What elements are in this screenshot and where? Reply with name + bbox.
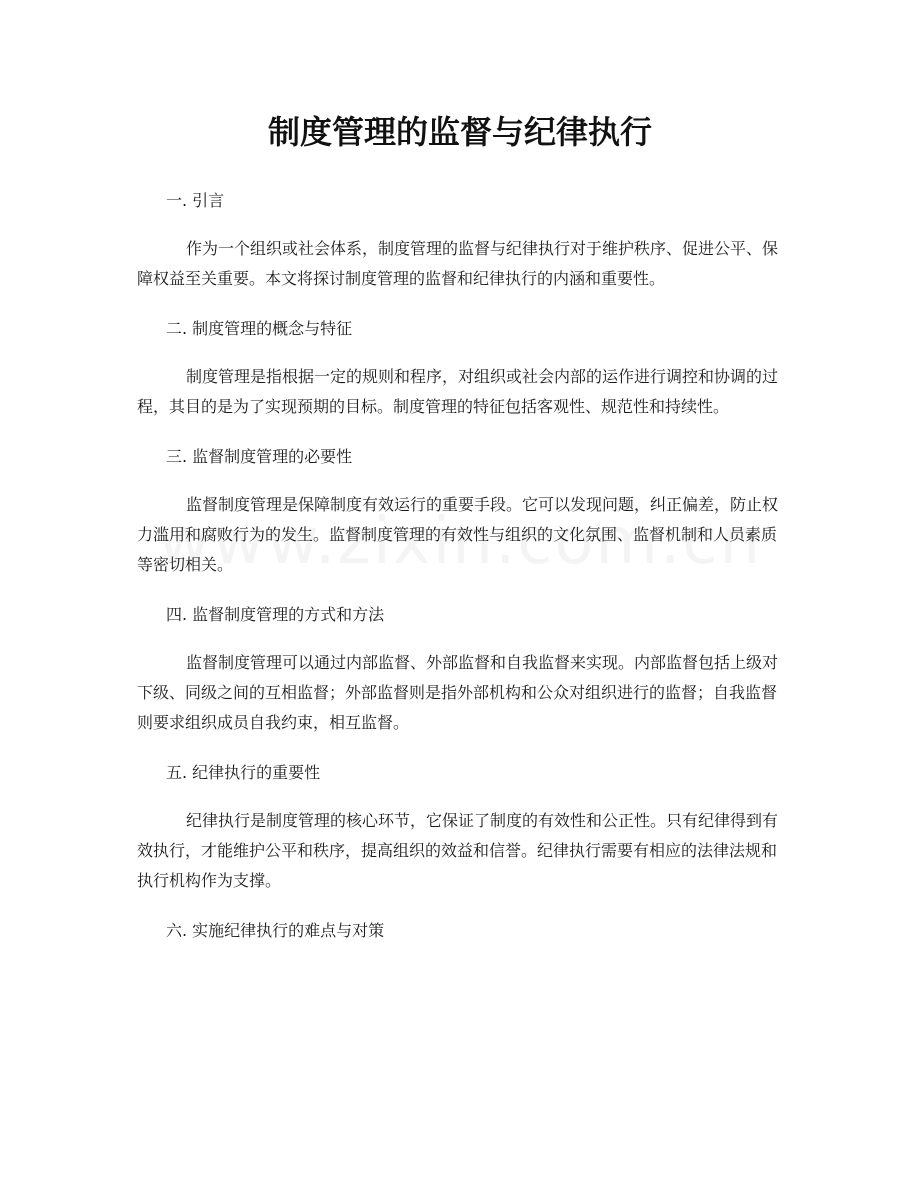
section-paragraph: 制度管理是指根据一定的规则和程序，对组织或社会内部的运作进行调控和协调的过程，其目的是为了实现预期的目标。制度管理的特征包括客观性、规范性和持续性。 bbox=[137, 367, 779, 416]
document-body bbox=[137, 184, 787, 948]
section-heading: 四. 监督制度管理的方式和方法 bbox=[166, 605, 385, 624]
section-heading: 三. 监督制度管理的必要性 bbox=[166, 447, 353, 466]
section-paragraph: 纪律执行是制度管理的核心环节，它保证了制度的有效性和公正性。只有纪律得到有效执行，才能维护公平和秩序，提高组织的效益和信誉。纪律执行需要有相应的法律法规和执行机构作为支撑。 bbox=[137, 811, 779, 890]
section-difficulties bbox=[137, 914, 787, 948]
section-paragraph: 监督制度管理是保障制度有效运行的重要手段。它可以发现问题，纠正偏差，防止权力滥用和腐败行为的发生。监督制度管理的有效性与组织的文化氛围、监督机制和人员素质等密切相关。 bbox=[137, 495, 779, 574]
section-paragraph: 作为一个组织或社会体系，制度管理的监督与纪律执行对于维护秩序、促进公平、保障权益至关重要。本文将探讨制度管理的监督和纪律执行的内涵和重要性。 bbox=[137, 239, 779, 288]
section-heading: 五. 纪律执行的重要性 bbox=[166, 763, 321, 782]
section-concept bbox=[137, 312, 787, 422]
document-title: 制度管理的监督与纪律执行 bbox=[267, 113, 652, 151]
section-heading: 一. 引言 bbox=[166, 191, 225, 210]
section-necessity bbox=[137, 440, 787, 580]
section-introduction bbox=[137, 184, 787, 294]
section-importance bbox=[137, 756, 787, 896]
section-heading: 六. 实施纪律执行的难点与对策 bbox=[166, 921, 385, 940]
section-heading: 二. 制度管理的概念与特征 bbox=[166, 319, 353, 338]
section-paragraph: 监督制度管理可以通过内部监督、外部监督和自我监督来实现。内部监督包括上级对下级、同级之间的互相监督；外部监督则是指外部机构和公众对组织进行的监督；自我监督则要求组织成员自我约束，相互监督。 bbox=[137, 653, 779, 732]
section-methods bbox=[137, 598, 787, 738]
